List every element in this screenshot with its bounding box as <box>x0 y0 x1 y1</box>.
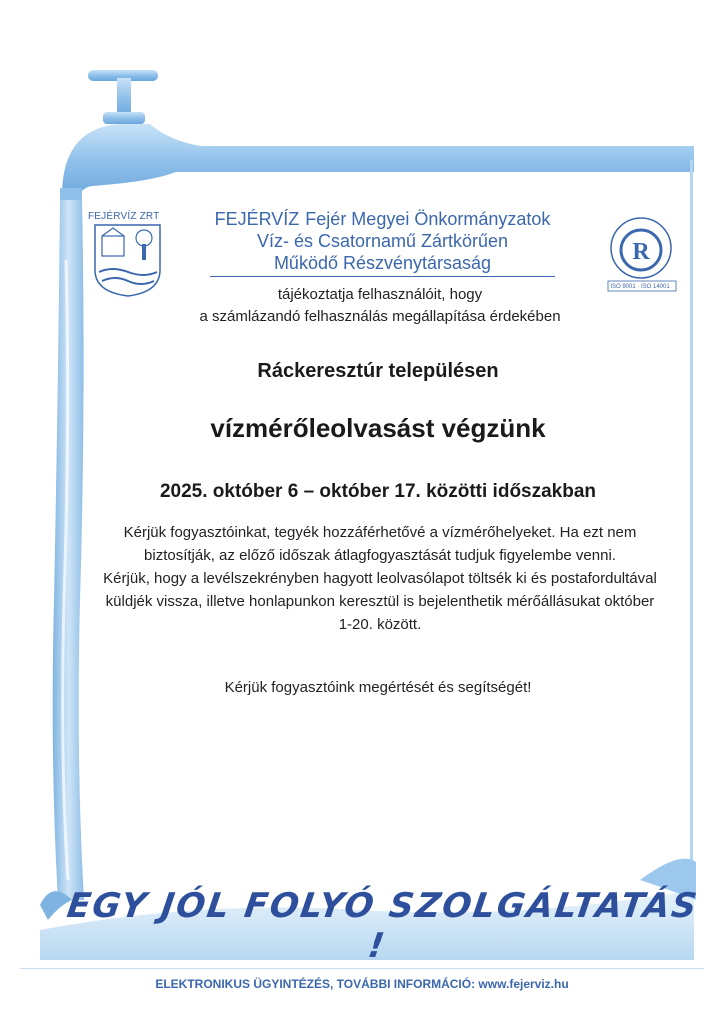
faucet-pipe <box>60 124 694 202</box>
logo-label: FEJÉRVÍZ ZRT <box>88 211 160 222</box>
slogan: EGY JÓL FOLYÓ SZOLGÁLTATÁS ! <box>64 886 702 966</box>
footer-divider <box>20 968 704 969</box>
intro-line-2: a számlázandó felhasználás megállapítása érdekében <box>199 308 561 325</box>
intro-line-1: tájékoztatja felhasználóit, hogy <box>277 286 483 303</box>
footer-info: ELEKTRONIKUS ÜGYINTÉZÉS, TOVÁBBI INFORMÁCIÓ: www.fejerviz.hu <box>155 977 569 991</box>
main-headline: vízmérőleolvasást végzünk <box>210 413 546 443</box>
company-name <box>200 208 565 274</box>
closing-text: Kérjük fogyasztóink megértését és segítségét! <box>224 679 532 696</box>
intro-text <box>120 284 640 328</box>
company-abbreviation: FEJÉRVÍZ <box>214 209 300 229</box>
water-stream <box>53 200 84 900</box>
reading-period: 2025. október 6 – október 17. közötti időszakban <box>159 481 597 502</box>
right-frame-line <box>690 160 693 880</box>
company-underline <box>210 276 555 277</box>
location-heading: Ráckeresztúr településen <box>257 360 499 382</box>
company-name-line-1: FEJÉRVÍZ Fejér Megyei Önkormányzatok <box>214 209 551 229</box>
notice-paragraph-2: Kérjük, hogy a levélszekrényben hagyott leolvasólapot töltsék ki és postafordultával küldjék vissza, illetve honlapunkon keresztül is bejelenthetik mérőállásukat október 1-20. között. <box>103 570 657 633</box>
certification-seal-icon <box>608 218 676 291</box>
faucet-handle <box>88 70 158 124</box>
company-name-line-3: Működő Részvénytársaság <box>273 253 492 273</box>
notice-paragraph-1: Kérjük fogyasztóinkat, tegyék hozzáférhetővé a vízmérőhelyeket. Ha ezt nem biztosítják, az előző időszak átlagfogyasztását tudjuk figyelembe venni. <box>123 524 637 564</box>
company-name-line-2: Víz- és Csatornamű Zártkörűen <box>256 231 509 251</box>
svg-text:R: R <box>632 239 650 265</box>
iso-label: ISO 9001 · ISO 14001 <box>610 284 670 290</box>
notice-body <box>100 521 660 636</box>
